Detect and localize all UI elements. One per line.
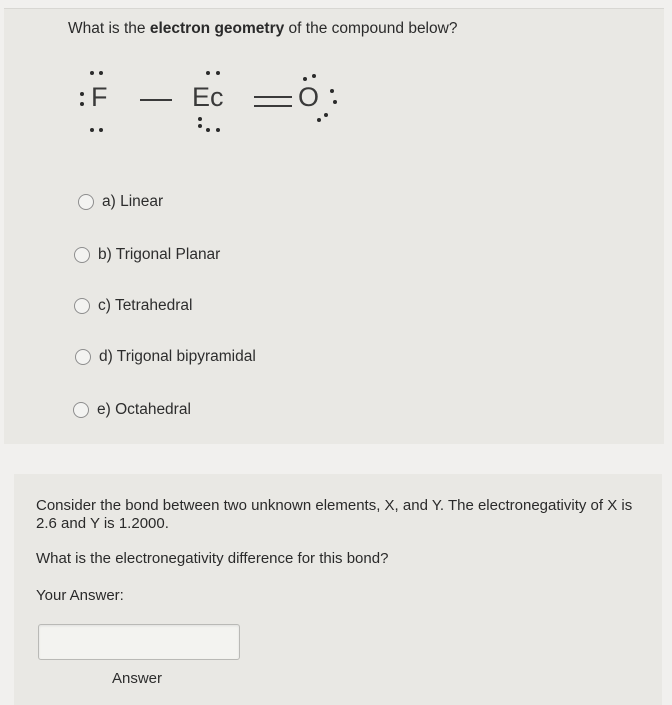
lone-pair-dot: [80, 102, 84, 106]
radio-button[interactable]: [78, 194, 94, 210]
your-answer-label: Your Answer:: [36, 587, 124, 604]
single-bond: [140, 99, 172, 101]
lone-pair-dot: [90, 128, 94, 132]
answer-button[interactable]: Answer: [112, 670, 163, 687]
atom-f: F: [91, 82, 108, 112]
lone-pair-dot: [312, 74, 316, 78]
radio-button[interactable]: [73, 402, 89, 418]
question-1-bold: electron geometry: [149, 20, 285, 37]
lone-pair-dot: [330, 89, 334, 93]
option-label: e) Octahedral: [97, 401, 191, 418]
question-1-suffix: of the compound below?: [284, 20, 458, 37]
option-label: b) Trigonal Planar: [98, 246, 221, 263]
atom-o: O: [298, 82, 320, 112]
option-d[interactable]: [75, 348, 256, 366]
lone-pair-dot: [99, 128, 103, 132]
option-label: d) Trigonal bipyramidal: [99, 348, 256, 365]
lone-pair-dot: [80, 92, 84, 96]
option-c[interactable]: [74, 297, 192, 315]
lone-pair-dot: [216, 128, 220, 132]
lewis-structure: [0, 0, 672, 160]
lone-pair-dot: [206, 128, 210, 132]
radio-button[interactable]: [74, 298, 90, 314]
option-label: a) Linear: [102, 193, 164, 210]
lone-pair-dot: [198, 124, 202, 128]
option-e[interactable]: [73, 401, 191, 419]
lone-pair-dot: [206, 71, 210, 75]
option-label: c) Tetrahedral: [98, 297, 193, 314]
lone-pair-dot: [90, 71, 94, 75]
radio-button[interactable]: [75, 349, 91, 365]
radio-button[interactable]: [74, 247, 90, 263]
lone-pair-dot: [324, 113, 328, 117]
question-2-prompt: What is the electronegativity difference for this bond?: [36, 550, 389, 567]
option-a[interactable]: [78, 193, 163, 211]
lone-pair-dot: [303, 77, 307, 81]
lone-pair-dot: [198, 117, 202, 121]
lone-pair-dot: [216, 71, 220, 75]
question-2-text: Consider the bond between two unknown elements, X, and Y. The electronegativity of X is 2.6 and Y is 1.2000.: [36, 497, 633, 532]
lone-pair-dot: [317, 118, 321, 122]
double-bond-bottom: [254, 105, 292, 107]
lone-pair-dot: [99, 71, 103, 75]
lone-pair-dot: [333, 100, 337, 104]
option-b[interactable]: [74, 246, 220, 264]
double-bond-top: [254, 96, 292, 98]
answer-input[interactable]: [38, 624, 240, 660]
atom-ec: Ec: [192, 82, 224, 112]
question-1-prefix: What is the: [68, 20, 150, 37]
